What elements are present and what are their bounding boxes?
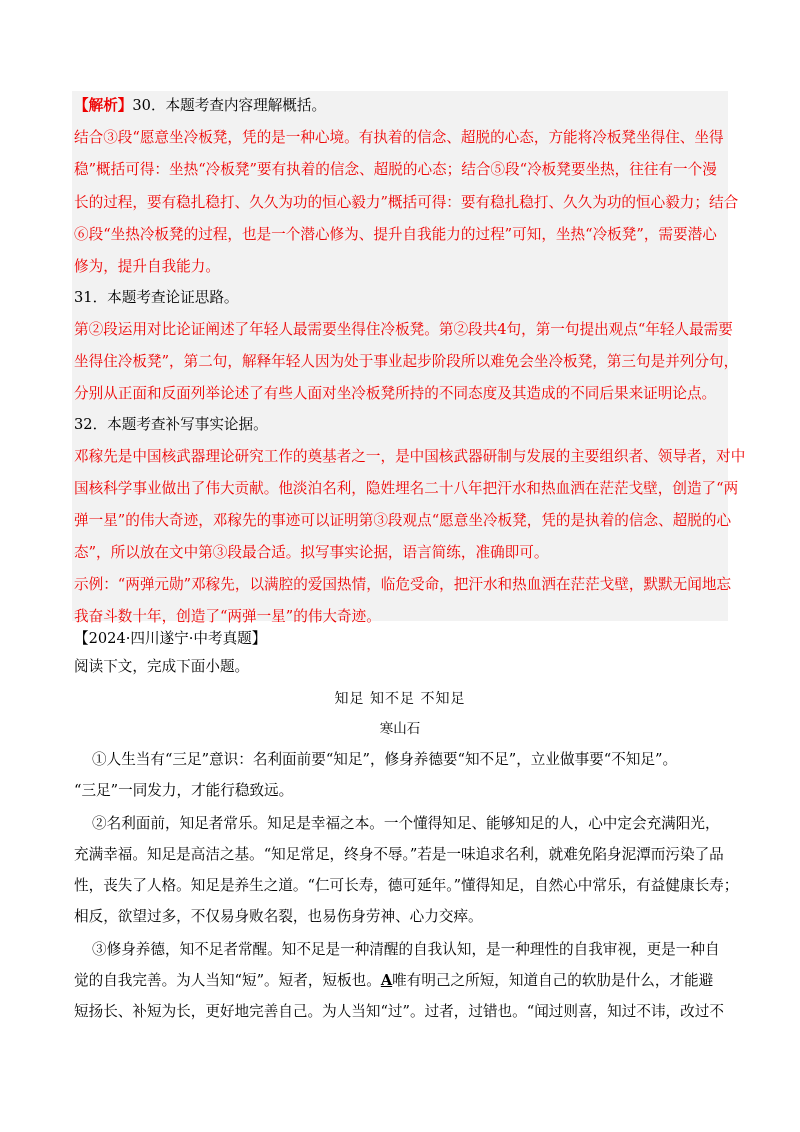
q32-example-line-1: 示例：“两弹元勋”邓稼先，以满腔的爱国热情，临危受命，把汗水和热血洒在茫茫戈壁，默默无闻地忘 [74, 576, 732, 593]
q31-line-1: 第②段运用对比论证阐述了年轻人最需要坐得住冷板凳。第②段共4句，第一句提出观点“年轻人最需要 [74, 321, 733, 338]
article-para-2-line-3: 性，丧失了人格。知足是养生之道。“仁可长寿，德可延年。”懂得知足，自然心中常乐，有益健康长寿； [74, 877, 739, 894]
article-para-3-line-3: 短扬长、补短为长，更好地完善自己。为人当知“过”。过者，过错也。“闻过则喜，知过不讳，改过不 [74, 1003, 724, 1020]
q32-line-3: 弹一星”的伟大奇迹，邓稼先的事迹可以证明第③段观点“愿意坐冷板凳，凭的是执着的信念、超脱的心 [74, 512, 732, 529]
q30-line-3: 长的过程，要有稳扎稳打、久久为功的恒心毅力”概括可得：要有稳扎稳打、久久为功的恒心毅力；结合 [74, 194, 739, 211]
q31-line-3: 分别从正面和反面列举论述了有些人面对坐冷板凳所持的不同态度及其造成的不同后果来证明论点。 [74, 385, 717, 402]
article-para-2-line-2: 充满幸福。知足是高洁之基。“知足常足，终身不辱。”若是一味追求名利，就难免陷身泥潭而污染了品 [74, 846, 724, 863]
q30-line-4: ⑥段“坐热冷板凳的过程，也是一个潜心修为、提升自我能力的过程”可知，坐热“冷板凳”，需要潜心 [74, 226, 717, 243]
article-para-3-line-1: ③修身养德，知不足者常醒。知不足是一种清醒的自我认知，是一种理性的自我审视，更是一种自 [92, 941, 720, 958]
q30-line-2: 稳”概括可得：坐热“冷板凳”要有执着的信念、超脱的心态；结合⑤段“冷板凳要坐热，往往有一个漫 [74, 161, 717, 178]
q30-heading [74, 97, 326, 115]
q32-heading: 32．本题考查补写事实论据。 [74, 416, 268, 433]
para-3-line-2-tail: 唯有明己之所短，知道自己的软肋是什么，才能避 [392, 972, 714, 989]
reading-instruction: 阅读下文，完成下面小题。 [74, 658, 250, 675]
q32-line-1: 邓稼先是中国核武器理论研究工作的奠基者之一，是中国核武器研制与发展的主要组织者、领导者，对中 [74, 448, 746, 465]
analysis-label: 【解析】 [74, 97, 133, 114]
article-author: 寒山石 [379, 721, 421, 737]
article-para-1-line-2: “三足”一同发力，才能行稳致远。 [74, 782, 294, 799]
blank-a-marker: A [380, 972, 393, 989]
q32-line-2: 国核科学事业做出了伟大贡献。他淡泊名利，隐姓埋名二十八年把汗水和热血洒在茫茫戈壁，创造了“两 [74, 480, 739, 497]
article-para-1-line-1: ①人生当有“三足”意识：名利面前要“知足”，修身养德要“知不足”，立业做事要“不知足”。 [92, 751, 678, 768]
article-para-2-line-4: 相反，欲望过多，不仅易身败名裂，也易伤身劳神、心力交瘁。 [74, 908, 483, 925]
q32-line-4: 态”，所以放在文中第③段最合适。拟写事实论据，语言简练，准确即可。 [74, 544, 549, 561]
exam-source-label: 【2024·四川遂宁·中考真题】 [74, 630, 267, 647]
q30-line-5: 修为，提升自我能力。 [74, 258, 220, 275]
article-para-2-line-1: ②名利面前，知足者常乐。知足是幸福之本。一个懂得知足、能够知足的人，心中定会充满阳光， [92, 815, 720, 832]
article-title: 知足 知不足 不知足 [334, 691, 466, 707]
q30-title: 30．本题考查内容理解概括。 [132, 97, 327, 114]
q31-line-2: 坐得住冷板凳”，第二句，解释年轻人因为处于事业起步阶段所以难免会坐冷板凳，第三句是并列分句， [74, 353, 739, 370]
q30-line-1: 结合③段“愿意坐冷板凳，凭的是一种心境。有执着的信念、超脱的心态，方能将冷板凳坐得住、坐得 [74, 129, 724, 146]
para-3-line-2-head: 觉的自我完善。为人当知“短”。短者，短板也。 [74, 972, 381, 989]
article-para-3-line-2 [74, 972, 713, 990]
q32-example-line-2: 我奋斗数十年，创造了“两弹一星”的伟大奇迹。 [74, 608, 381, 625]
q31-heading: 31．本题考查论证思路。 [74, 289, 239, 306]
